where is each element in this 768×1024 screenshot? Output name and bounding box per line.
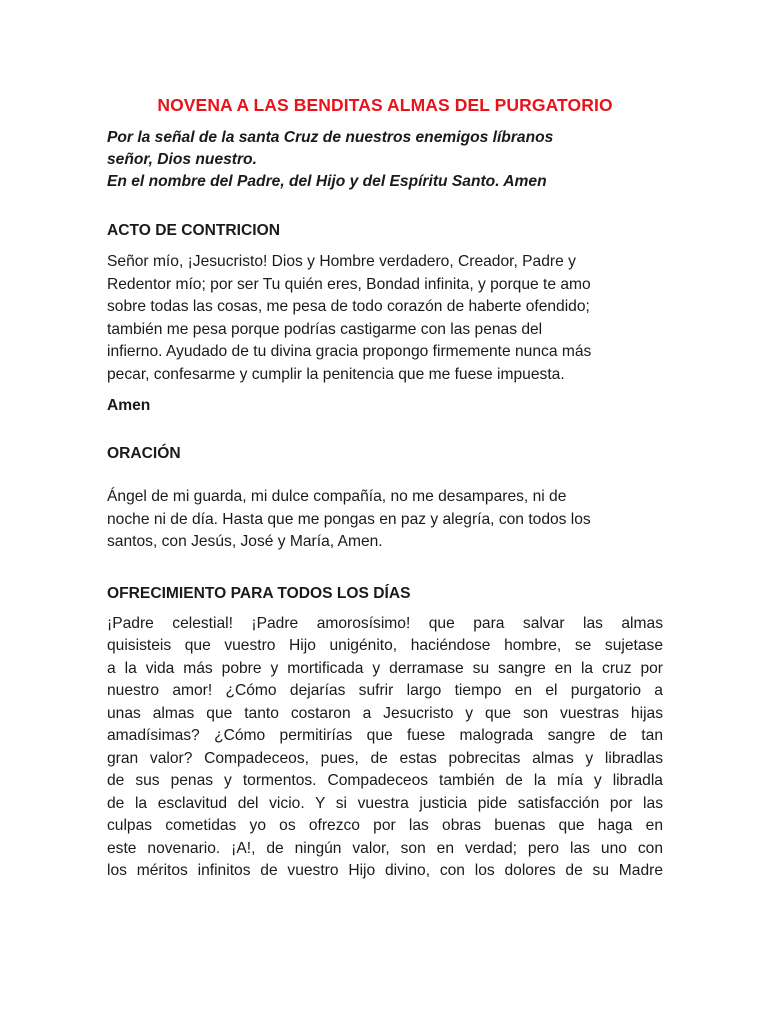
paragraph-line: los méritos infinitos de vuestro Hijo divino, con los dolores de su Madre xyxy=(107,862,663,879)
paragraph-line: ¡Padre celestial! ¡Padre amorosísimo! que para salvar las almas xyxy=(107,614,663,632)
paragraph-line: infierno. Ayudado de tu divina gracia propongo firmemente nunca más xyxy=(107,343,592,360)
invocation-line: señor, Dios nuestro. xyxy=(107,151,257,168)
paragraph-line: de sus penas y tormentos. Compadeceos también de la mía y libradla xyxy=(107,772,663,789)
document-page xyxy=(107,92,663,883)
paragraph-line: también me pesa porque podrías castigarme con las penas del xyxy=(107,320,543,338)
paragraph-line: noche ni de día. Hasta que me pongas en paz y alegría, con todos los xyxy=(107,510,591,528)
paragraph-line: santos, con Jesús, José y María, Amen. xyxy=(107,533,383,550)
invocation-line: Por la señal de la santa Cruz de nuestros enemigos líbranos xyxy=(107,129,554,146)
paragraph-line: unas almas que tanto costaron a Jesucristo y que son vuestras hijas xyxy=(107,704,663,722)
invocation-text xyxy=(107,127,663,193)
paragraph-line: sobre todas las cosas, me pesa de todo corazón de haberte ofendido; xyxy=(107,298,590,315)
paragraph-line: amadísimas? ¿Cómo permitirías que fuese malograda sangre de tan xyxy=(107,727,663,744)
heading-acto-de-contricion: ACTO DE CONTRICION xyxy=(107,222,280,239)
paragraph-line: gran valor? Compadeceos, pues, de estas pobrecitas almas y libradlas xyxy=(107,749,663,767)
paragraph-line: nuestro amor! ¿Cómo dejarías sufrir largo tiempo en el purgatorio a xyxy=(107,682,663,699)
paragraph-line: Señor mío, ¡Jesucristo! Dios y Hombre verdadero, Creador, Padre y xyxy=(107,253,576,270)
paragraph-line: Redentor mío; por ser Tu quién eres, Bondad infinita, y porque te amo xyxy=(107,275,591,293)
paragraph-contricion xyxy=(107,251,663,386)
invocation-line: En el nombre del Padre, del Hijo y del Espíritu Santo. Amen xyxy=(107,173,547,190)
paragraph-line: a la vida más pobre y mortificada y derramase su sangre en la cruz por xyxy=(107,659,663,677)
paragraph-ofrecimiento xyxy=(107,613,663,883)
heading-ofrecimiento: OFRECIMIENTO PARA TODOS LOS DÍAS xyxy=(107,584,411,602)
paragraph-line: culpas cometidas yo os ofrezco por las obras buenas que haga en xyxy=(107,817,663,834)
paragraph-line: de la esclavitud del vicio. Y si vuestra justicia pide satisfacción por las xyxy=(107,794,663,812)
paragraph-line: Ángel de mi guarda, mi dulce compañía, no me desampares, ni de xyxy=(107,488,567,505)
heading-oracion: ORACIÓN xyxy=(107,445,181,462)
document-title: NOVENA A LAS BENDITAS ALMAS DEL PURGATORIO xyxy=(157,95,613,115)
amen-closing: Amen xyxy=(107,397,151,414)
paragraph-line: quisisteis que vuestro Hijo unigénito, haciéndose hombre, se sujetase xyxy=(107,637,663,654)
paragraph-oracion xyxy=(107,486,663,554)
paragraph-line: este novenario. ¡A!, de ningún valor, son en verdad; pero las uno con xyxy=(107,839,663,857)
paragraph-line: pecar, confesarme y cumplir la penitencia que me fuese impuesta. xyxy=(107,365,565,383)
